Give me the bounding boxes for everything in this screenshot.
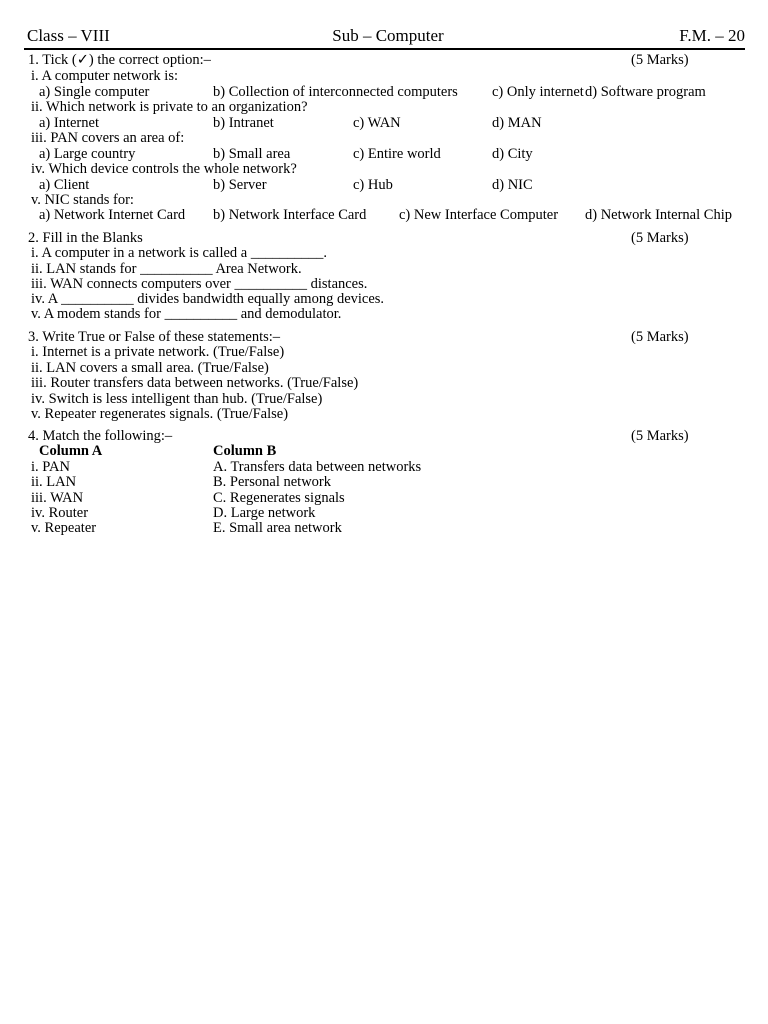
q1-item-1-option-b: b) Collection of interconnected computers xyxy=(213,84,458,100)
q1-item-4-question: iv. Which device controls the whole network? xyxy=(31,161,297,177)
subject-label: Sub – Computer xyxy=(332,26,444,45)
q1-marks: (5 Marks) xyxy=(631,52,689,68)
q4-column-b-item-4: D. Large network xyxy=(213,505,316,521)
q1-item-2-option-a: a) Internet xyxy=(39,115,99,131)
q3-item-1: i. Internet is a private network. (True/False) xyxy=(31,344,285,360)
q4-column-a-item-3: iii. WAN xyxy=(31,490,84,506)
q4-column-a-item-5: v. Repeater xyxy=(31,520,97,536)
q1-item-1-option-c: c) Only internet xyxy=(492,84,584,100)
full-marks-label: F.M. – 20 xyxy=(679,26,745,45)
q3-item-5: v. Repeater regenerates signals. (True/False) xyxy=(31,406,289,422)
q2-item-3: iii. WAN connects computers over __________ distances. xyxy=(31,276,368,292)
q2-item-5: v. A modem stands for __________ and demodulator. xyxy=(31,306,342,322)
q3-item-4: iv. Switch is less intelligent than hub. (True/False) xyxy=(31,391,323,407)
q4-column-b-item-3: C. Regenerates signals xyxy=(213,490,345,506)
q4-column-b-header: Column B xyxy=(213,443,277,459)
page-header xyxy=(27,26,745,48)
q4-column-a-item-2: ii. LAN xyxy=(31,474,77,490)
q4-column-a-item-1: i. PAN xyxy=(31,459,70,475)
q2-marks: (5 Marks) xyxy=(631,230,689,246)
q1-item-4-option-a: a) Client xyxy=(39,177,90,193)
q2-item-4: iv. A __________ divides bandwidth equally among devices. xyxy=(31,291,385,307)
q4-column-b-item-2: B. Personal network xyxy=(213,474,331,490)
q1-item-5-question: v. NIC stands for: xyxy=(31,192,134,208)
q1-item-1-option-a: a) Single computer xyxy=(39,84,150,100)
class-label: Class – VIII xyxy=(27,26,110,45)
q2-item-1: i. A computer in a network is called a __________. xyxy=(31,245,327,261)
q2-title: 2. Fill in the Blanks xyxy=(28,230,143,246)
q3-item-2: ii. LAN covers a small area. (True/False) xyxy=(31,360,269,376)
q1-item-3-option-d: d) City xyxy=(492,146,533,162)
q1-item-4-option-c: c) Hub xyxy=(353,177,393,193)
q1-item-3-question: iii. PAN covers an area of: xyxy=(31,130,185,146)
q3-title: 3. Write True or False of these statements:– xyxy=(28,329,281,345)
q1-item-5-option-b: b) Network Interface Card xyxy=(213,207,367,223)
q1-item-5-option-c: c) New Interface Computer xyxy=(399,207,559,223)
q1-item-1-option-d: d) Software program xyxy=(585,84,706,100)
q1-item-5-option-d: d) Network Internal Chip xyxy=(585,207,732,223)
q1-item-3-option-b: b) Small area xyxy=(213,146,291,162)
q1-title: 1. Tick (✓) the correct option:– xyxy=(28,52,211,68)
q4-column-a-header: Column A xyxy=(39,443,103,459)
header-rule xyxy=(24,48,745,50)
q2-item-2: ii. LAN stands for __________ Area Network. xyxy=(31,261,302,277)
q1-item-2-option-d: d) MAN xyxy=(492,115,542,131)
q4-column-a-item-4: iv. Router xyxy=(31,505,89,521)
q1-item-5-option-a: a) Network Internet Card xyxy=(39,207,186,223)
q4-title: 4. Match the following:– xyxy=(28,428,173,444)
q1-item-2-option-c: c) WAN xyxy=(353,115,401,131)
q4-marks: (5 Marks) xyxy=(631,428,689,444)
q4-column-b-item-5: E. Small area network xyxy=(213,520,342,536)
q3-marks: (5 Marks) xyxy=(631,329,689,345)
q1-item-1-question: i. A computer network is: xyxy=(31,68,178,84)
q1-item-4-option-b: b) Server xyxy=(213,177,267,193)
q4-column-b-item-1: A. Transfers data between networks xyxy=(213,459,422,475)
q1-item-3-option-a: a) Large country xyxy=(39,146,136,162)
q1-item-2-option-b: b) Intranet xyxy=(213,115,274,131)
q1-item-2-question: ii. Which network is private to an organization? xyxy=(31,99,308,115)
q3-item-3: iii. Router transfers data between networks. (True/False) xyxy=(31,375,359,391)
q1-item-4-option-d: d) NIC xyxy=(492,177,533,193)
q1-item-3-option-c: c) Entire world xyxy=(353,146,441,162)
